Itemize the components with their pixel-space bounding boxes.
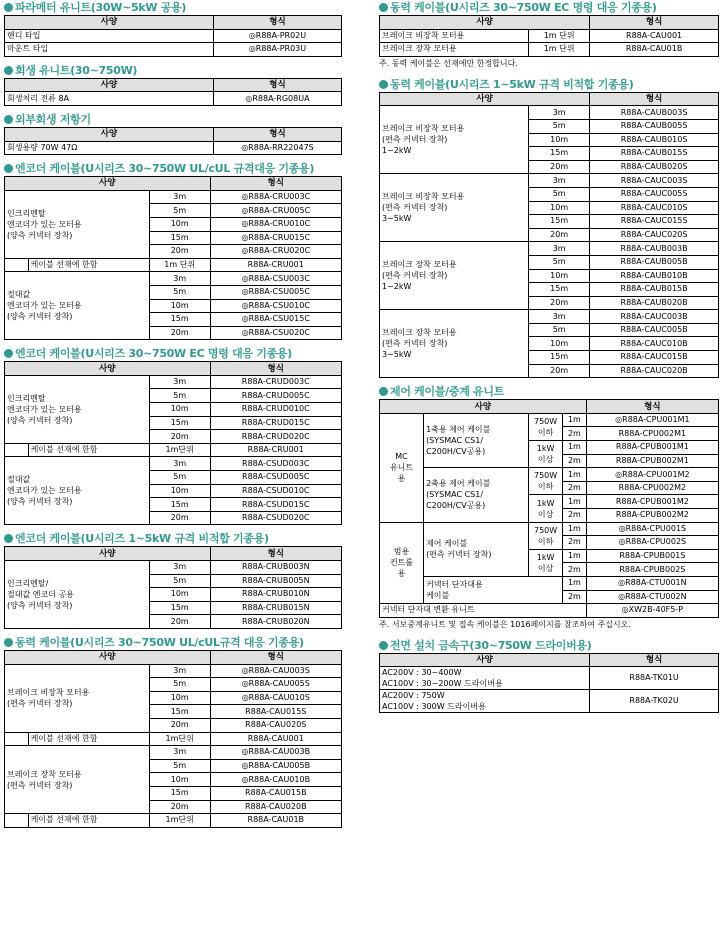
bullet-icon <box>4 115 13 124</box>
bullet-icon <box>4 349 13 358</box>
bullet-icon <box>379 387 388 396</box>
encoder-cable-ec-table: 사양 형식 인크리멘탈 엔코더가 있는 모터용 (양측 커넥터 장착) 3m R88A-CRUD003C 5m R88A-CRUD005C 10m R88A-CRUD010C 15m R88A-CRUD015C 20m R88A-CRUD020C 케이블 선재에 한함 1m단위 R88A-CRU001 절대값 엔코더가 있는 모터용 (양측 커넥터 장착) 3m R88A-CSUD003C 5m R88A-CSUD005C 10m R88A-CSUD010C 15m R88A-CSUD015C 20m R88A-CSUD020C <box>4 361 342 525</box>
table-row: AC200V : 30~400W AC100V : 30~200W 드라이버용 R88A-TK01U <box>380 667 719 690</box>
encoder-cable-ul-table: 사양 형식 인크리멘탈 엔코더가 있는 모터용 (양측 커넥터 장착) 3m ◎R88A-CRU003C 5m ◎R88A-CRU005C 10m ◎R88A-CRU010C 15m ◎R88A-CRU015C 20m ◎R88A-CRU020C 케이블 선재에 한함 1m 단위 R88A-CRU001 절대값 엔코더가 있는 모터용 (양측 커넥터 장착) 3m ◎R88A-CSU003C 5m ◎R88A-CSU005C 10m ◎R88A-CSU010C 15m ◎R88A-CSU015C 20m ◎R88A-CSU020C <box>4 176 342 340</box>
section-title: 회생 유니트(30~750W) <box>4 63 342 78</box>
section-title: 동력 케이블(U시리즈 1~5kW 규격 비적합 기종용) <box>379 77 719 92</box>
control-cable-section <box>379 384 719 632</box>
external-resistor-section <box>4 112 342 155</box>
table-row: 핸디 타입 ◎R88A-PR02U <box>5 29 342 43</box>
bullet-icon <box>4 164 13 173</box>
section-title: 엔코더 케이블(U시리즈 1~5kW 규격 비적합 기종용) <box>4 531 342 546</box>
note: 주. 서보중계유니트 및 접속 케이블은 1016페이지를 참조하여 주십시오. <box>379 619 631 629</box>
front-mount-table: 사양 형식 AC200V : 30~400W AC100V : 30~200W 드라이버용 R88A-TK01U AC200V : 750W AC100V : 300W 드라이버용 R88A-TK02U <box>379 653 719 714</box>
table-row: 브레이크 장착 모터용 1m 단위 R88A-CAU01B <box>380 43 719 57</box>
regen-unit-section <box>4 63 342 106</box>
front-mount-section <box>379 638 719 714</box>
regen-unit-table: 사양 형식 회생처리 전류 8A ◎R88A-RG08UA <box>4 78 342 106</box>
control-cable-table: 사양 형식 MC 유니트 용 1축용 제어 케이블 (SYSMAC CS1/ C200H/CV공용) 750W 이하 1m ◎R88A-CPU001M1 2m R88A-CPU002M1 1kW 이상 1m R88A-CPUB001M1 2m R88A-CPUB002M1 2축용 제어 케이블 (SYSMAC CS1/ C200H/CV공용) 750W 이하 1m ◎R88A-CPU001M2 2m R88A-CPU002M2 1kW 이상 1m R88A-CPUB001M2 2m R88A-CPUB002M2 범용 컨트롤 용 제어 케이블 (편측 커넥터 장착) 750W 이하 1m ◎R88A-CPU001S 2m ◎R88A-CPU002S 1kW 이상 1m R88A-CPUB001S 2m R88A-CPUB002S 커넥터 단자대용 케이블 1m ◎R88A-CTU001N 2m ◎R88A-CTU002N 커넥터 단자대 변환 유니트 ◎XW2B-40F5-P <box>379 399 719 618</box>
parameter-unit-table <box>4 15 342 57</box>
left-column <box>4 0 342 828</box>
power-cable-ec-table: 사양 형식 브레이크 비장착 모터용 1m 단위 R88A-CAU001 브레이크 장착 모터용 1m 단위 R88A-CAU01B <box>379 15 719 57</box>
bullet-icon <box>4 534 13 543</box>
section-title: 전면 설치 금속구(30~750W 드라이버용) <box>379 638 719 653</box>
bullet-icon <box>4 638 13 647</box>
bullet-icon <box>4 3 13 12</box>
section-title: 제어 케이블/중계 유니트 <box>379 384 719 399</box>
section-title: 동력 케이블(U시리즈 30~750W EC 명령 대응 기종용) <box>379 0 719 15</box>
power-cable-ul-table: 사양 형식 브레이크 비장착 모터용 (편측 커넥터 장착) 3m ◎R88A-CAU003S 5m ◎R88A-CAU005S 10m ◎R88A-CAU010S 15m R88A-CAU015S 20m R88A-CAU020S 케이블 선재에 한함 1m단위 R88A-CAU001 브레이크 장착 모터용 (편측 커넥터 장착) 3m ◎R88A-CAU003B 5m ◎R88A-CAU005B 10m ◎R88A-CAU010B 15m R88A-CAU015B 20m R88A-CAU020B 케이블 선재에 한함 1m단위 R88A-CAU01B <box>4 650 342 828</box>
power-cable-5kw-section <box>379 77 719 378</box>
bullet-icon <box>4 66 13 75</box>
table-row: 마운트 타입 ◎R88A-PR03U <box>5 43 342 57</box>
encoder-cable-5kw-section <box>4 531 342 629</box>
table-row: 회생처리 전류 8A ◎R88A-RG08UA <box>5 92 342 106</box>
power-cable-5kw-table: 사양 형식 브레이크 비장착 모터용 (편측 커넥터 장착) 1~2kW 3m R88A-CAUB003S 5m R88A-CAUB005S 10m R88A-CAUB010S 15m R88A-CAUB015S 20m R88A-CAUB020S 브레이크 비장착 모터용 (편측 커넥터 장착) 3~5kW 3m R88A-CAUC003S 5m R88A-CAUC005S 10m R88A-CAUC010S 15m R88A-CAUC015S 20m R88A-CAUC020S 브레이크 장착 모터용 (편측 커넥터 장착) 1~2kW 3m R88A-CAUB003B 5m R88A-CAUB005B 10m R88A-CAUB010B 15m R88A-CAUB015B 20m R88A-CAUB020B 브레이크 장착 모터용 (편측 커넥터 장착) 3~5kW 3m R88A-CAUC003B 5m R88A-CAUC005B 10m R88A-CAUC010B 15m R88A-CAUC015B 20m R88A-CAUC020B <box>379 92 719 378</box>
external-resistor-table: 사양 형식 회생용량 70W 47Ω ◎R88A-RR22047S <box>4 127 342 155</box>
section-title: 엔코더 케이블(U시리즈 30~750W UL/cUL 규격대응 기종용) <box>4 161 342 176</box>
section-title: 외부회생 저항기 <box>4 112 342 127</box>
power-cable-ec-section <box>379 0 719 71</box>
parameter-unit-section <box>4 0 342 57</box>
encoder-cable-ec-section <box>4 346 342 525</box>
table-row: 브레이크 비장착 모터용 1m 단위 R88A-CAU001 <box>380 29 719 43</box>
table-row: 회생용량 70W 47Ω ◎R88A-RR22047S <box>5 141 342 155</box>
section-title: 파라메터 유니트(30W~5kW 공용) <box>4 0 342 15</box>
bullet-icon <box>379 641 388 650</box>
header-spec: 사양 <box>5 16 214 30</box>
section-title: 동력 케이블(U시리즈 30~750W UL/cUL규격 대응 기종용) <box>4 635 342 650</box>
bullet-icon <box>379 3 388 12</box>
bullet-icon <box>379 80 388 89</box>
encoder-cable-5kw-table: 사양 형식 인크리멘탈/ 절대값 엔코더 공용 (양측 커넥터 장착) 3m R88A-CRUB003N 5m R88A-CRUB005N 10m R88A-CRUB010N 15m R88A-CRUB015N 20m R88A-CRUB020N <box>4 546 342 629</box>
header-model: 형식 <box>213 16 341 30</box>
table-row: AC200V : 750W AC100V : 300W 드라이버용 R88A-TK02U <box>380 690 719 713</box>
right-column <box>379 0 719 713</box>
note: 주. 동력 케이블은 선재에만 한정합니다. <box>379 58 518 68</box>
section-title: 엔코더 케이블(U시리즈 30~750W EC 명령 대응 기종용) <box>4 346 342 361</box>
power-cable-ul-section <box>4 635 342 828</box>
encoder-cable-ul-section <box>4 161 342 340</box>
